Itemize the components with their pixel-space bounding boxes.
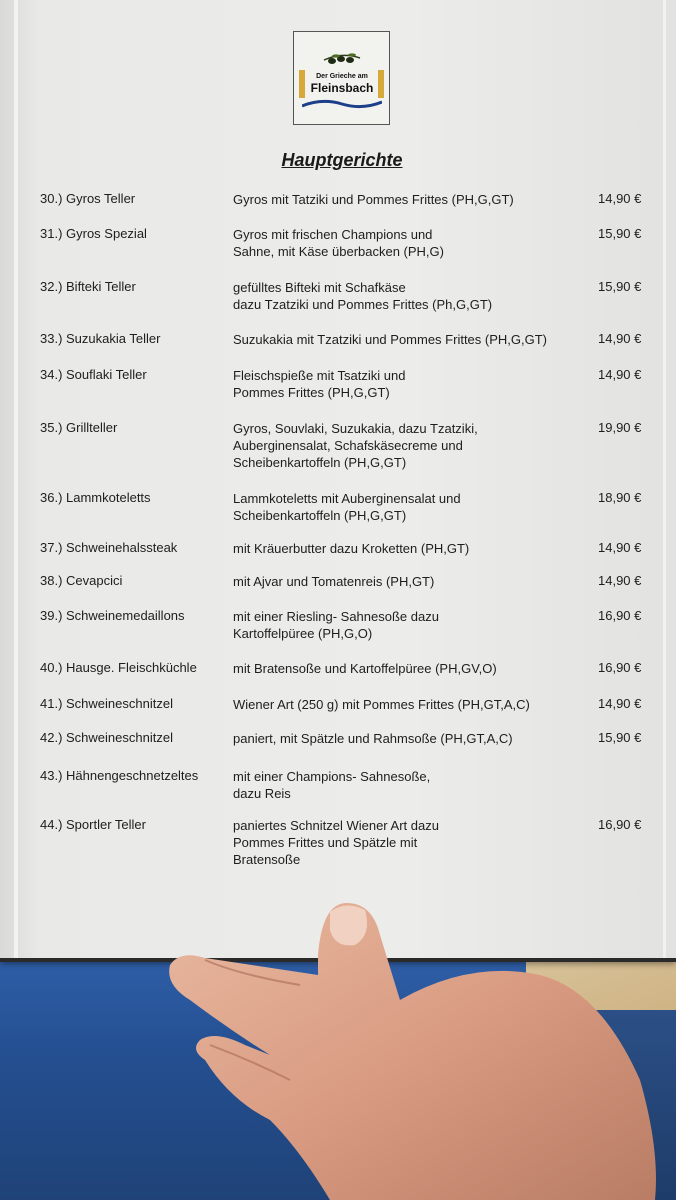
menu-item-price: 16,90 € [598,660,642,675]
menu-item-description-line: Scheibenkartoffeln (PH,G,GT) [233,508,407,523]
menu-item-price: 14,90 € [598,367,642,382]
menu-item-description-line: Auberginensalat, Schafskäsecreme und [233,438,463,453]
menu-item-description-line: Gyros mit Tatziki und Pommes Frittes (PH,G,GT) [233,192,514,207]
menu-item-description-line: mit einer Champions- Sahnesoße, [233,769,431,784]
menu-item-name: 42.) Schweineschnitzel [40,730,173,745]
menu-item-name: 39.) Schweinemedaillons [40,608,185,623]
logo-line1: Der Grieche am [316,73,368,80]
menu-item-price: 14,90 € [598,191,642,206]
menu-item-description-line: Scheibenkartoffeln (PH,G,GT) [233,455,407,470]
menu-item-price: 19,90 € [598,420,642,435]
menu-item-description-line: Sahne, mit Käse überbacken (PH,G) [233,244,444,259]
menu-item-description-line: Pommes Frittes (PH,G,GT) [233,385,390,400]
menu-item-name: 34.) Souflaki Teller [40,367,147,382]
menu-item-description-line: Gyros, Souvlaki, Suzukakia, dazu Tzatziki, [233,421,478,436]
menu-item-name: 31.) Gyros Spezial [40,226,147,241]
menu-item-description-line: mit Kräuerbutter dazu Kroketten (PH,GT) [233,541,470,556]
menu-item-price: 18,90 € [598,490,642,505]
menu-item-price: 14,90 € [598,331,642,346]
menu-item-name: 32.) Bifteki Teller [40,279,136,294]
menu-item-name: 43.) Hähnengeschnetzeltes [40,768,199,783]
menu-item-price: 14,90 € [598,696,642,711]
menu-item-description-line: Wiener Art (250 g) mit Pommes Frittes (PH,GT,A,C) [233,697,530,712]
menu-item-price: 14,90 € [598,540,642,555]
menu-item-description-line: mit Ajvar und Tomatenreis (PH,GT) [233,574,435,589]
menu-item-description-line: dazu Tzatziki und Pommes Frittes (Ph,G,GT) [233,297,493,312]
menu-item-price: 14,90 € [598,573,642,588]
menu-item-description-line: Gyros mit frischen Champions und [233,227,433,242]
menu-item-price: 15,90 € [598,730,642,745]
menu-item-name: 41.) Schweineschnitzel [40,696,173,711]
menu-item-price: 15,90 € [598,226,642,241]
menu-item-description-line: gefülltes Bifteki mit Schafkäse [233,280,406,295]
menu-item-description-line: Kartoffelpüree (PH,G,O) [233,626,373,641]
menu-item-description-line: Fleischspieße mit Tsatziki und [233,368,406,383]
menu-heading: Hauptgerichte [281,150,403,170]
menu-item-name: 40.) Hausge. Fleischküchle [40,660,197,675]
menu-item-description-line: Suzukakia mit Tzatziki und Pommes Frittes (PH,G,GT) [233,332,547,347]
menu-item-name: 37.) Schweinehalssteak [40,540,178,555]
menu-item-description-line: Lammkoteletts mit Auberginensalat und [233,491,461,506]
logo-line2: Fleinsbach [310,81,374,95]
menu-item-name: 30.) Gyros Teller [40,191,136,206]
menu-item-name: 38.) Cevapcici [40,573,123,588]
menu-item-description-line: dazu Reis [233,786,291,801]
menu-item-description-line: Pommes Frittes und Spätzle mit [233,835,418,850]
menu-item-description-line: paniertes Schnitzel Wiener Art dazu [233,818,439,833]
menu-item-description-line: Bratensoße [233,852,301,867]
menu-item-price: 16,90 € [598,817,642,832]
menu-item-name: 35.) Grillteller [40,420,118,435]
menu-item-name: 33.) Suzukakia Teller [40,331,161,346]
menu-item-price: 16,90 € [598,608,642,623]
menu-item-name: 36.) Lammkoteletts [40,490,151,505]
menu-item-price: 15,90 € [598,279,642,294]
menu-item-name: 44.) Sportler Teller [40,817,146,832]
menu-item-description-line: paniert, mit Spätzle und Rahmsoße (PH,GT,A,C) [233,731,513,746]
menu-item-description-line: mit Bratensoße und Kartoffelpüree (PH,GV,O) [233,661,497,676]
menu-item-description-line: mit einer Riesling- Sahnesoße dazu [233,609,439,624]
